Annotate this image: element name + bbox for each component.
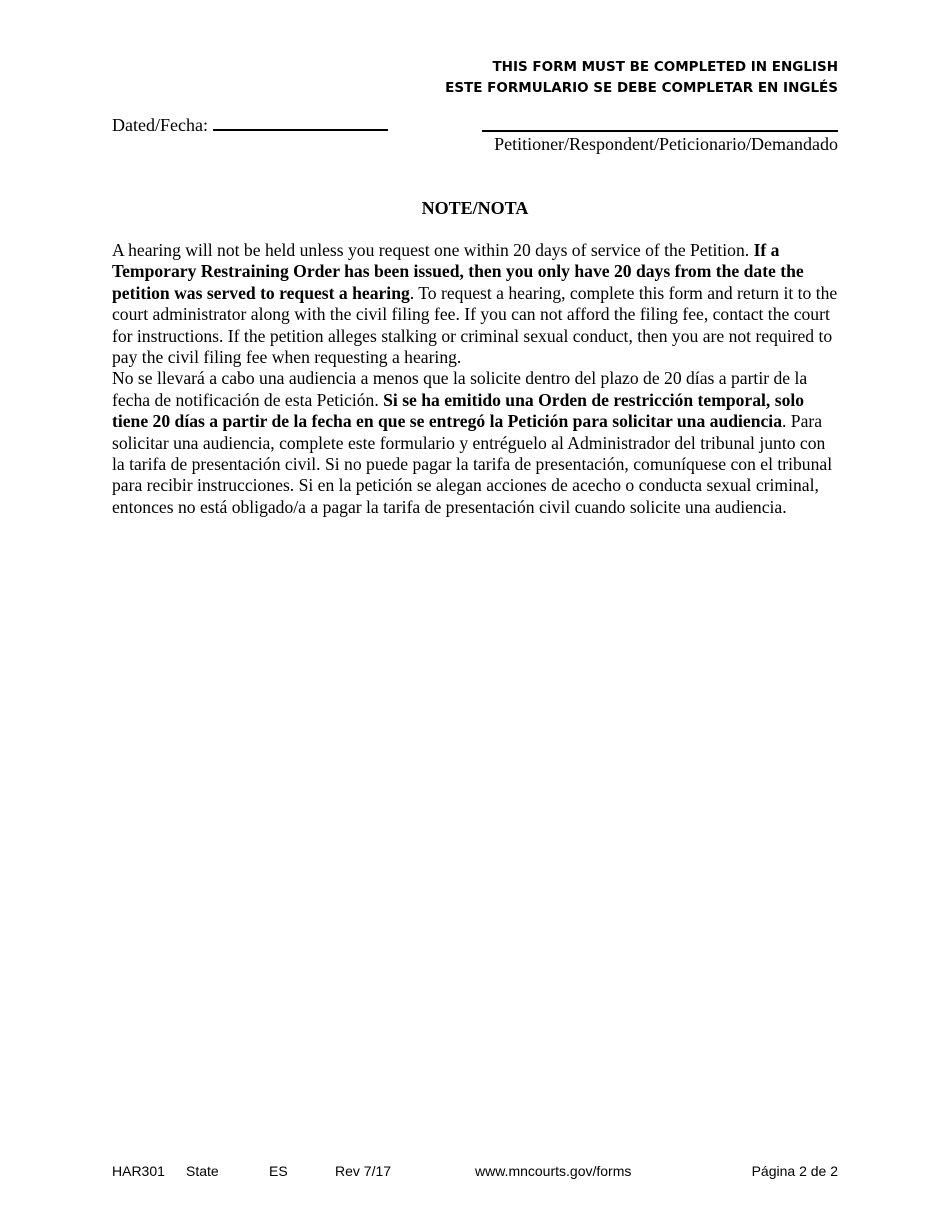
- dated-field-row: [112, 111, 388, 136]
- footer-revision: Rev 7/17: [335, 1163, 392, 1179]
- note-heading: NOTE/NOTA: [421, 198, 529, 218]
- note-paragraph-spanish: [112, 368, 842, 518]
- notice-english: THIS FORM MUST BE COMPLETED IN ENGLISH: [492, 59, 838, 75]
- note-en-bold: If a Temporary Restraining Order has been issued, then you only have 20 days from the date the petition was served to request a hearing: [112, 240, 804, 303]
- footer-form-code: HAR301: [112, 1163, 165, 1179]
- footer-url: www.mncourts.gov/forms: [475, 1163, 632, 1179]
- note-en-rest: . To request a hearing, complete this form and return it to the court administrator along with the civil filing fee. If you can not afford the filing fee, contact the court for instructions. If the petition alleges stalking or criminal sexual conduct, then you are not required to pay the civil filing fee when requesting a hearing.: [112, 282, 838, 368]
- notice-spanish: ESTE FORMULARIO SE DEBE COMPLETAR EN INGLÉS: [445, 80, 838, 96]
- note-body: [112, 240, 842, 518]
- signature-input-line[interactable]: [482, 110, 838, 132]
- note-paragraph-english: [112, 240, 842, 368]
- signature-caption: Petitioner/Respondent/Peticionario/Demandado: [494, 134, 838, 154]
- footer-page-number: Página 2 de 2: [751, 1163, 838, 1179]
- dated-input-line[interactable]: [213, 111, 388, 131]
- signature-block: [482, 110, 838, 155]
- language-notice: [445, 57, 838, 99]
- note-es-rest: . Para solicitar una audiencia, complete este formulario y entréguelo al Administrador del tribunal junto con la tarifa de presentación civil. Si no puede pagar la tarifa de presentación, comuníquese con el tribunal para recibir instrucciones. Si en la petición se alegan acciones de acecho o conducta sexual criminal, entonces no está obligado/a a pagar la tarifa de presentación civil cuando solicite una audiencia.: [112, 411, 833, 517]
- dated-label: Dated/Fecha:: [112, 115, 208, 135]
- note-es-intro: No se llevará a cabo una audiencia a menos que la solicite dentro del plazo de 20 días a partir de la fecha de notificación de esta Petición.: [112, 368, 808, 410]
- note-es-bold: Si se ha emitido una Orden de restricción temporal, solo tiene 20 días a partir de la fecha en que se entregó la Petición para solicitar una audiencia: [112, 389, 805, 432]
- footer-language: ES: [269, 1163, 288, 1179]
- note-en-intro: A hearing will not be held unless you request one within 20 days of service of the Petition.: [112, 240, 754, 260]
- footer-jurisdiction: State: [186, 1163, 219, 1179]
- page-footer: [112, 1163, 838, 1183]
